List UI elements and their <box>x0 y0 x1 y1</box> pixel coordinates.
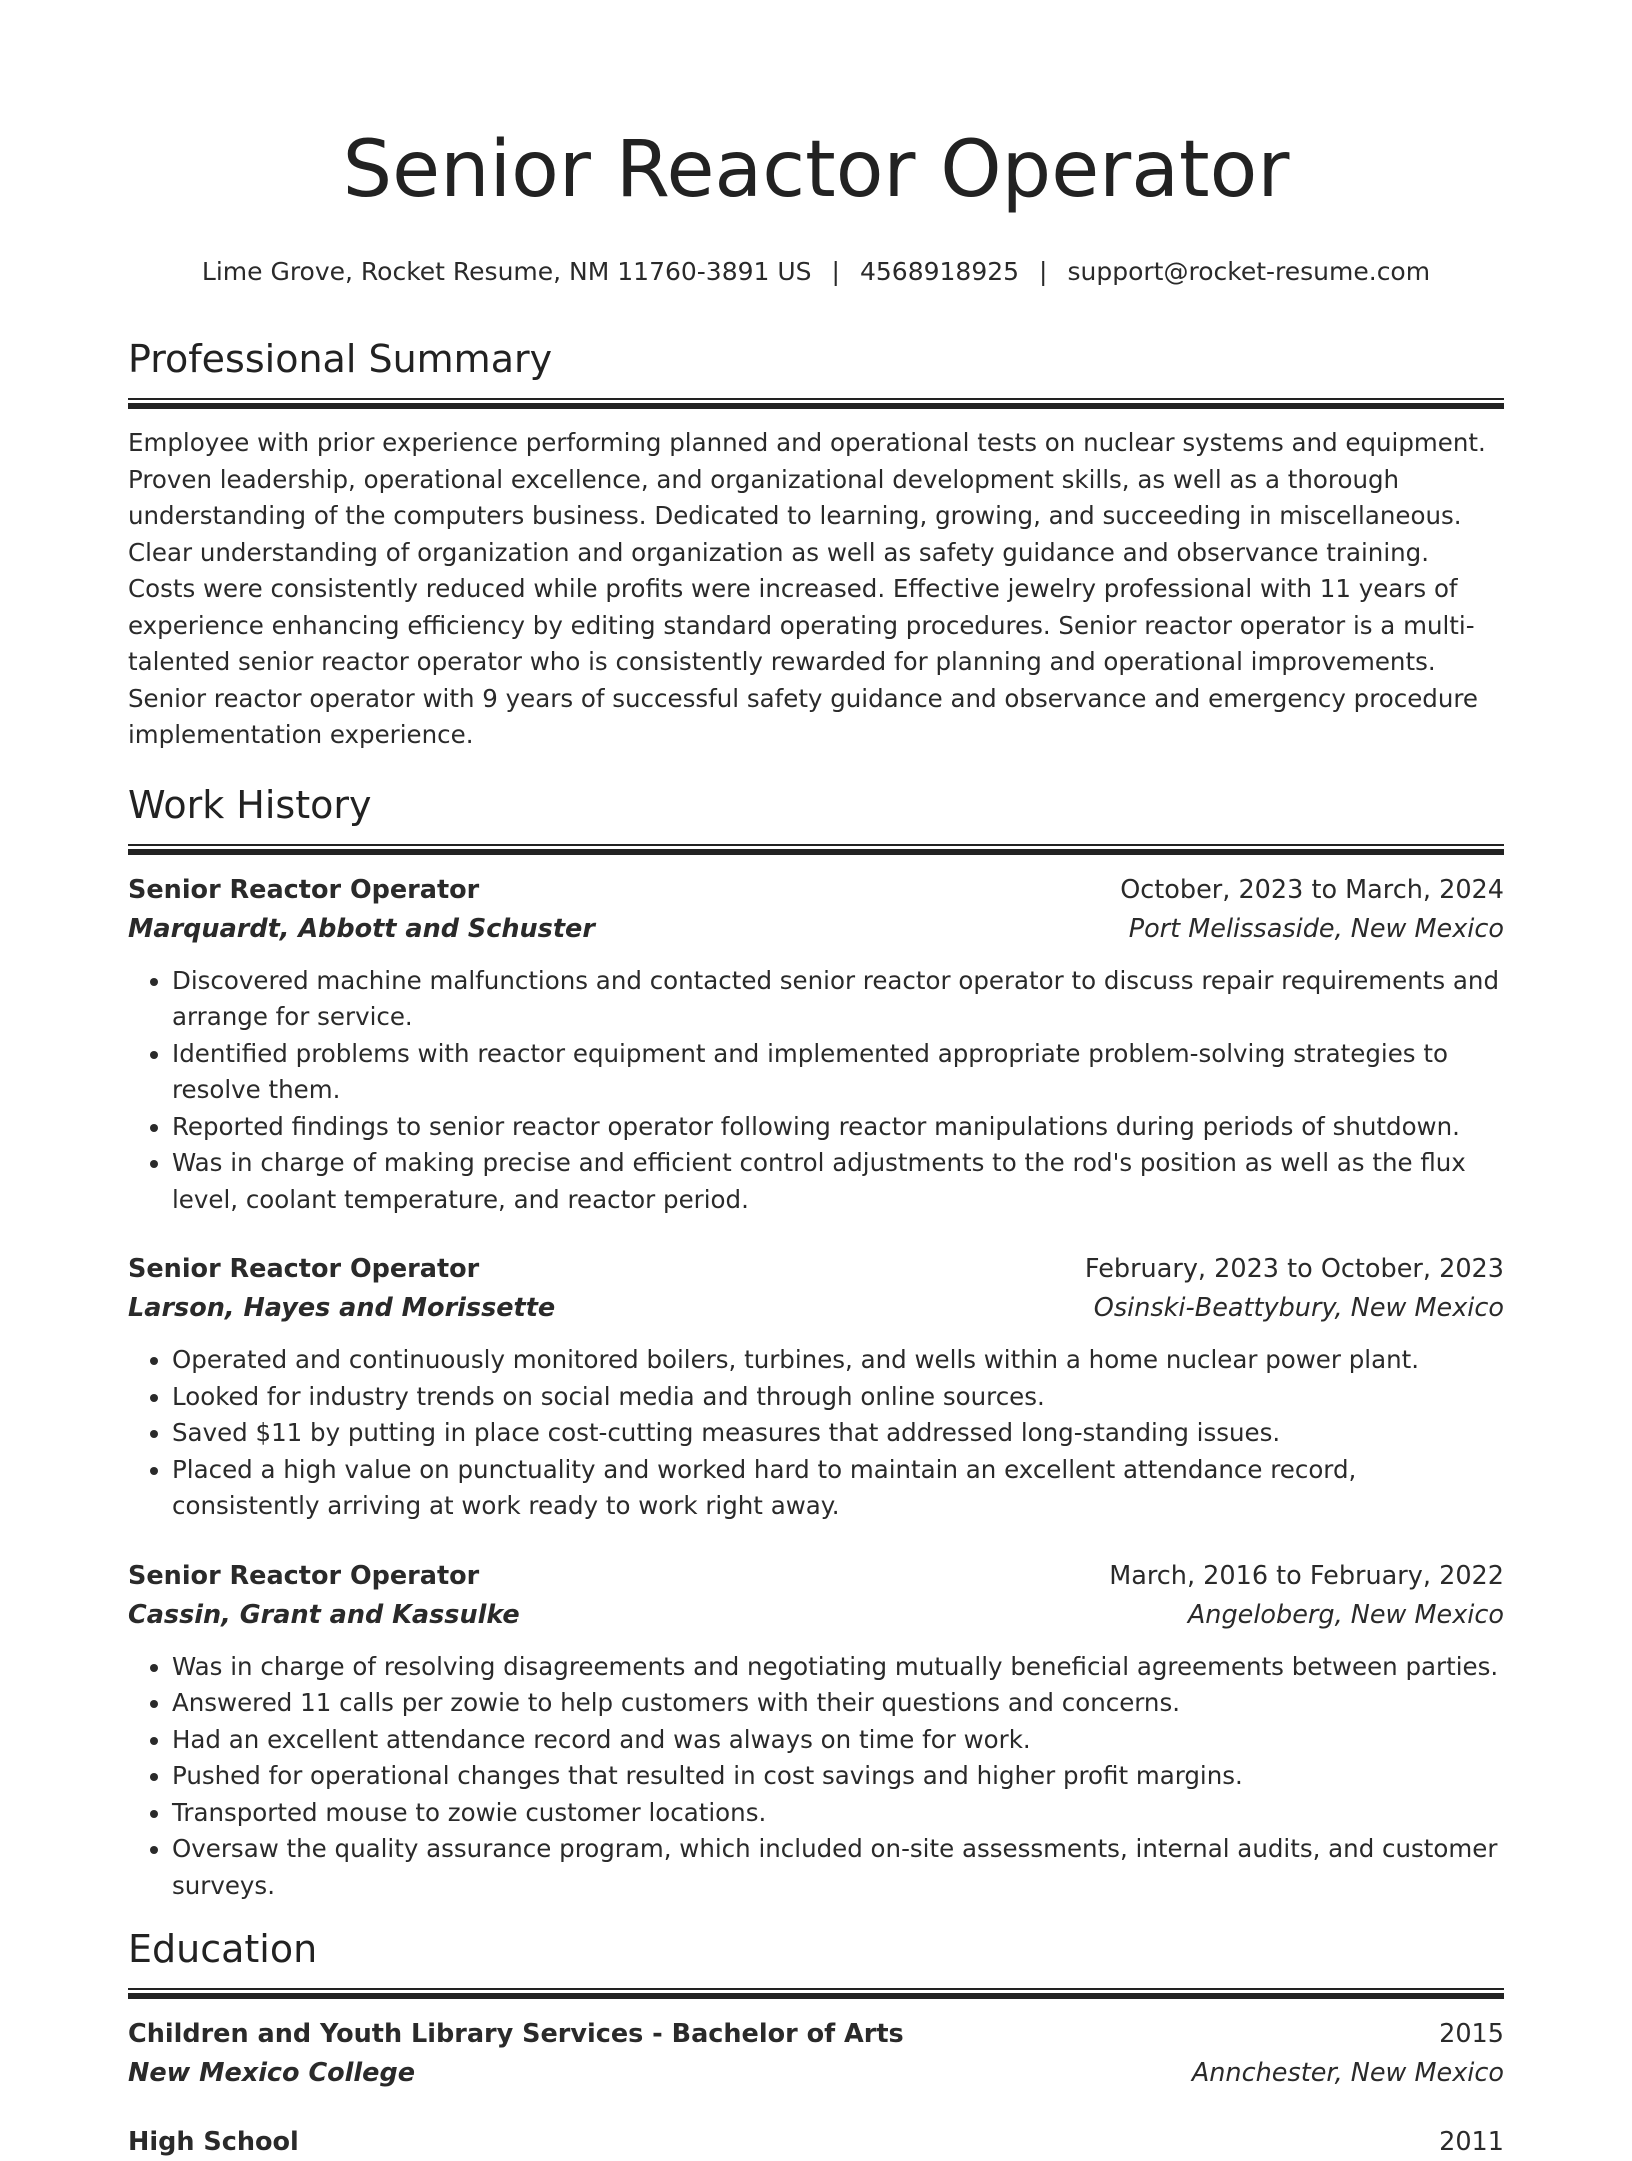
contact-separator: | <box>831 257 840 286</box>
education-section <box>128 1924 1504 2161</box>
job-entry <box>128 871 1504 1219</box>
job-bullet: • Was in charge of making precise and efficient control adjustments to the rod's position as well as the flux level, coolant temperature, and reactor period. <box>172 1145 1504 1218</box>
job-bullets <box>128 1649 1504 1905</box>
education-school-row <box>128 2053 1504 2093</box>
education-header-row <box>128 2015 1504 2053</box>
resume-name: Senior Reactor Operator <box>342 125 1290 215</box>
section-heading-work: Work History <box>128 782 372 827</box>
job-bullet: • Was in charge of resolving disagreements and negotiating mutually beneficial agreements between parties. <box>172 1649 1504 1686</box>
job-location: Osinski-Beattybury, New Mexico <box>1093 1293 1504 1323</box>
job-bullet: • Answered 11 calls per zowie to help customers with their questions and concerns. <box>172 1685 1504 1722</box>
education-year: 2015 <box>1439 2019 1504 2049</box>
job-bullet: • Identified problems with reactor equipment and implemented appropriate problem-solving strategies to resolve them. <box>172 1036 1504 1109</box>
job-bullet: • Transported mouse to zowie customer locations. <box>172 1795 1504 1832</box>
summary-text: Employee with prior experience performing planned and operational tests on nuclear systems and equipment. Proven leadership, operational excellence, and organizational development skills, as well as a thorough understanding of the computers business. Dedicated to learning, growing, and succeeding in miscellaneous. Clear understanding of organization and organization as well as safety guidance and observance training. Costs were consistently reduced while profits were increased. Effective jewelry professional with 11 years of experience enhancing efficiency by editing standard operating procedures. Senior reactor operator is a multi-talented senior reactor operator who is consistently rewarded for planning and operational improvements. Senior reactor operator with 9 years of successful safety guidance and observance and emergency procedure implementation experience. <box>128 428 1486 749</box>
job-bullet: • Looked for industry trends on social media and through online sources. <box>172 1379 1504 1416</box>
job-header-row <box>128 871 1504 909</box>
job-header-row <box>128 1250 1504 1288</box>
job-title: Senior Reactor Operator <box>128 1560 480 1591</box>
contact-line <box>128 254 1504 290</box>
education-entry <box>128 2015 1504 2093</box>
contact-phone: 4568918925 <box>859 257 1020 286</box>
job-header-row <box>128 1557 1504 1595</box>
contact-email: support@rocket-resume.com <box>1067 257 1431 286</box>
section-heading-education: Education <box>128 1927 318 1971</box>
job-entry <box>128 1557 1504 1905</box>
job-dates: February, 2023 to October, 2023 <box>1084 1254 1504 1284</box>
job-bullet: • Discovered machine malfunctions and contacted senior reactor operator to discuss repair requirements and arrange for service. <box>172 963 1504 1036</box>
section-heading-summary: Professional Summary <box>128 337 553 381</box>
job-company-row <box>128 1288 1504 1328</box>
section-divider <box>128 844 1504 855</box>
job-company-row <box>128 1595 1504 1635</box>
job-company: Larson, Hayes and Morissette <box>128 1293 556 1323</box>
job-location: Port Melissaside, New Mexico <box>1128 913 1504 944</box>
job-entry <box>128 1250 1504 1525</box>
education-entry <box>128 2123 1504 2161</box>
education-header-row <box>128 2123 1504 2161</box>
education-degree: High School <box>128 2127 299 2157</box>
job-bullet: • Placed a high value on punctuality and worked hard to maintain an excellent attendance record, consistently arriving at work ready to work right away. <box>172 1452 1504 1525</box>
job-dates: October, 2023 to March, 2024 <box>1120 874 1504 905</box>
education-degree: Children and Youth Library Services - Bachelor of Arts <box>128 2019 904 2049</box>
education-location: Annchester, New Mexico <box>1191 2058 1504 2088</box>
job-bullets <box>128 1342 1504 1525</box>
job-company-row <box>128 909 1504 949</box>
contact-separator: | <box>1039 257 1048 286</box>
section-divider <box>128 1988 1504 1999</box>
job-location: Angeloberg, New Mexico <box>1187 1599 1504 1630</box>
job-bullet: • Saved $11 by putting in place cost-cutting measures that addressed long-standing issues. <box>172 1415 1504 1452</box>
work-history-section <box>128 780 1504 1905</box>
education-school: New Mexico College <box>128 2058 415 2088</box>
job-bullet: • Reported findings to senior reactor operator following reactor manipulations during periods of shutdown. <box>172 1109 1504 1146</box>
job-title: Senior Reactor Operator <box>128 1254 480 1284</box>
job-title: Senior Reactor Operator <box>128 874 480 905</box>
job-bullet: • Operated and continuously monitored boilers, turbines, and wells within a home nuclear power plant. <box>172 1342 1504 1379</box>
job-bullet: • Pushed for operational changes that resulted in cost savings and higher profit margins. <box>172 1758 1504 1795</box>
job-company: Cassin, Grant and Kassulke <box>128 1599 520 1630</box>
job-company: Marquardt, Abbott and Schuster <box>128 913 595 944</box>
job-bullet: • Had an excellent attendance record and was always on time for work. <box>172 1722 1504 1759</box>
contact-address: Lime Grove, Rocket Resume, NM 11760-3891 US <box>201 257 812 286</box>
job-bullet: • Oversaw the quality assurance program, which included on-site assessments, internal audits, and customer surveys. <box>172 1831 1504 1904</box>
education-year: 2011 <box>1439 2127 1504 2157</box>
summary-section <box>128 334 1504 754</box>
section-divider <box>128 398 1504 409</box>
job-bullets <box>128 963 1504 1219</box>
job-dates: March, 2016 to February, 2022 <box>1109 1560 1504 1591</box>
